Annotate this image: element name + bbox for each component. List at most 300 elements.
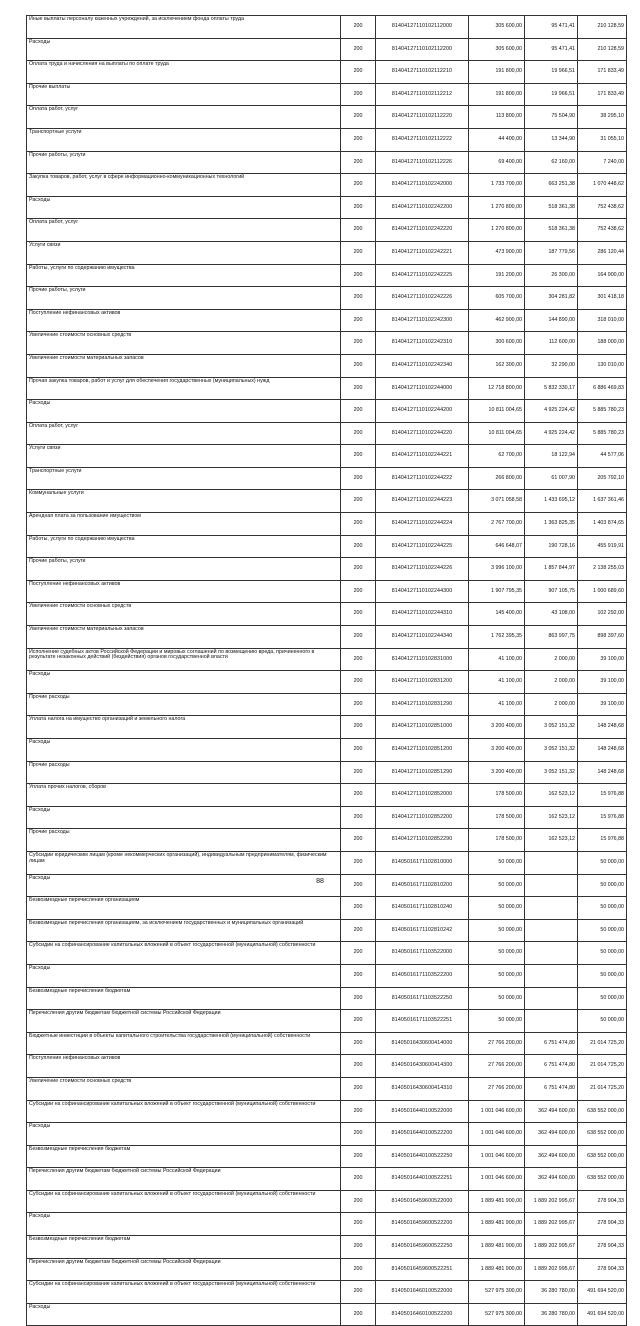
row-assigned-cell: 191 800,00 (469, 83, 525, 106)
table-row (27, 241, 627, 264)
row-name-cell: Прочие работы, услуги (27, 558, 341, 581)
row-executed-cell (525, 987, 578, 1010)
row-budget-code-cell: 81404127110102244200 (376, 400, 469, 423)
row-budget-code-cell: 81404127110102242226 (376, 287, 469, 310)
row-line-code-cell: 200 (341, 1123, 376, 1146)
row-unexecuted-cell: 638 552 000,00 (578, 1100, 627, 1123)
row-executed-cell: 162 523,12 (525, 806, 578, 829)
row-line-code-cell: 200 (341, 739, 376, 762)
row-line-code-cell: 200 (341, 16, 376, 39)
row-name-cell: Коммунальные услуги (27, 490, 341, 513)
row-assigned-cell: 266 800,00 (469, 467, 525, 490)
table-row (27, 1258, 627, 1281)
row-executed-cell (525, 851, 578, 874)
row-assigned-cell: 1 001 046 600,00 (469, 1123, 525, 1146)
row-line-code-cell: 200 (341, 1236, 376, 1259)
row-line-code-cell: 200 (341, 1055, 376, 1078)
row-name-cell: Прочие расходы (27, 761, 341, 784)
row-budget-code-cell: 81404127110102831290 (376, 693, 469, 716)
row-unexecuted-cell: 638 552 000,00 (578, 1123, 627, 1146)
row-executed-cell: 4 925 224,42 (525, 422, 578, 445)
row-name-cell: Субсидии на софинансирование капитальных вложений в объект государственной (муниципальной) собственности (27, 1281, 341, 1304)
table-row (27, 219, 627, 242)
row-assigned-cell: 462 900,00 (469, 309, 525, 332)
row-executed-cell: 36 280 780,00 (525, 1303, 578, 1326)
table-row (27, 739, 627, 762)
row-name-cell: Субсидии на софинансирование капитальных вложений в объект государственной (муниципальной) собственности (27, 1190, 341, 1213)
row-name-cell: Субсидии на софинансирование капитальных вложений в объект государственной (муниципальной) собственности (27, 942, 341, 965)
table-row (27, 671, 627, 694)
row-unexecuted-cell: 278 904,33 (578, 1236, 627, 1259)
row-unexecuted-cell: 50 000,00 (578, 919, 627, 942)
table-row (27, 1236, 627, 1259)
row-assigned-cell: 527 975 300,00 (469, 1303, 525, 1326)
row-line-code-cell: 200 (341, 829, 376, 852)
row-executed-cell: 144 890,00 (525, 309, 578, 332)
budget-execution-table (26, 15, 627, 1326)
row-budget-code-cell: 81404127110102242300 (376, 309, 469, 332)
row-name-cell: Расходы (27, 874, 341, 897)
row-line-code-cell: 200 (341, 106, 376, 129)
row-executed-cell: 362 494 600,00 (525, 1168, 578, 1191)
row-budget-code-cell: 81405016440100522200 (376, 1123, 469, 1146)
row-name-cell: Безвозмездные перечисления бюджетам (27, 1236, 341, 1259)
row-executed-cell: 1 363 825,35 (525, 513, 578, 536)
row-line-code-cell: 200 (341, 151, 376, 174)
row-name-cell: Субсидии юридическим лицам (кроме некоммерческих организаций), индивидуальным предпринимателям, физическим лицам (27, 851, 341, 874)
row-assigned-cell: 1 889 481 900,00 (469, 1258, 525, 1281)
row-assigned-cell: 1 733 700,00 (469, 174, 525, 197)
table-row (27, 490, 627, 513)
table-row (27, 829, 627, 852)
row-name-cell: Прочие выплаты (27, 83, 341, 106)
table-row (27, 264, 627, 287)
table-row (27, 603, 627, 626)
row-name-cell: Услуги связи (27, 241, 341, 264)
table-row (27, 128, 627, 151)
table-row (27, 1190, 627, 1213)
row-assigned-cell: 162 300,00 (469, 354, 525, 377)
row-assigned-cell: 1 907 795,35 (469, 580, 525, 603)
row-assigned-cell: 191 800,00 (469, 61, 525, 84)
row-name-cell: Увеличение стоимости основных средств (27, 332, 341, 355)
row-budget-code-cell: 81404127110102242200 (376, 196, 469, 219)
row-name-cell: Расходы (27, 806, 341, 829)
table-row (27, 580, 627, 603)
row-executed-cell: 6 751 474,80 (525, 1077, 578, 1100)
row-executed-cell: 1 889 202 995,67 (525, 1190, 578, 1213)
row-executed-cell: 32 290,00 (525, 354, 578, 377)
row-name-cell: Расходы (27, 196, 341, 219)
row-line-code-cell: 200 (341, 1258, 376, 1281)
row-name-cell: Транспортные услуги (27, 467, 341, 490)
row-unexecuted-cell: 205 792,10 (578, 467, 627, 490)
row-budget-code-cell: 81404127110102852000 (376, 784, 469, 807)
row-name-cell: Прочая закупка товаров, работ и услуг для обеспечения государственных (муниципальных) нужд (27, 377, 341, 400)
row-budget-code-cell: 81405016171102810000 (376, 851, 469, 874)
row-assigned-cell: 69 400,00 (469, 151, 525, 174)
table-row (27, 1123, 627, 1146)
row-name-cell: Работы, услуги по содержанию имущества (27, 264, 341, 287)
row-line-code-cell: 200 (341, 761, 376, 784)
row-assigned-cell: 50 000,00 (469, 964, 525, 987)
row-assigned-cell: 1 889 481 900,00 (469, 1190, 525, 1213)
row-assigned-cell: 305 600,00 (469, 16, 525, 39)
table-row (27, 196, 627, 219)
row-line-code-cell: 200 (341, 671, 376, 694)
row-executed-cell: 3 052 151,32 (525, 739, 578, 762)
row-line-code-cell: 200 (341, 38, 376, 61)
row-name-cell: Увеличение стоимости материальных запасов (27, 626, 341, 649)
row-name-cell: Прочие расходы (27, 829, 341, 852)
row-line-code-cell: 200 (341, 264, 376, 287)
row-line-code-cell: 200 (341, 784, 376, 807)
row-executed-cell: 1 889 202 995,67 (525, 1258, 578, 1281)
row-assigned-cell: 50 000,00 (469, 919, 525, 942)
row-executed-cell (525, 964, 578, 987)
table-row (27, 83, 627, 106)
budget-table-sheet (26, 15, 626, 1317)
row-executed-cell: 19 966,51 (525, 83, 578, 106)
row-assigned-cell: 12 718 800,00 (469, 377, 525, 400)
row-assigned-cell: 2 767 700,00 (469, 513, 525, 536)
row-assigned-cell: 27 766 200,00 (469, 1055, 525, 1078)
row-assigned-cell: 41 100,00 (469, 671, 525, 694)
row-unexecuted-cell: 278 904,33 (578, 1213, 627, 1236)
row-unexecuted-cell: 638 552 000,00 (578, 1168, 627, 1191)
row-budget-code-cell: 81404127110102244340 (376, 626, 469, 649)
row-executed-cell: 663 251,38 (525, 174, 578, 197)
table-row (27, 467, 627, 490)
row-unexecuted-cell: 21 014 725,20 (578, 1055, 627, 1078)
row-unexecuted-cell: 39 100,00 (578, 648, 627, 671)
row-line-code-cell: 200 (341, 174, 376, 197)
row-assigned-cell: 3 071 058,58 (469, 490, 525, 513)
row-name-cell: Расходы (27, 739, 341, 762)
row-assigned-cell: 62 700,00 (469, 445, 525, 468)
row-executed-cell: 362 494 600,00 (525, 1123, 578, 1146)
row-name-cell: Исполнение судебных актов Российской Федерации и мировых соглашений по возмещению вреда, причиненного в результате незаконных действий (бездействия) органов государственной власти (27, 648, 341, 671)
table-row (27, 151, 627, 174)
row-name-cell: Уплата налога на имущество организаций и земельного налога (27, 716, 341, 739)
row-assigned-cell: 50 000,00 (469, 897, 525, 920)
row-assigned-cell: 3 200 400,00 (469, 761, 525, 784)
table-row (27, 309, 627, 332)
table-row (27, 1032, 627, 1055)
row-line-code-cell: 200 (341, 693, 376, 716)
row-budget-code-cell: 81404127110102244223 (376, 490, 469, 513)
table-row (27, 332, 627, 355)
row-executed-cell: 2 000,00 (525, 693, 578, 716)
row-unexecuted-cell: 278 904,33 (578, 1258, 627, 1281)
table-row (27, 761, 627, 784)
row-unexecuted-cell: 50 000,00 (578, 897, 627, 920)
row-executed-cell: 19 966,51 (525, 61, 578, 84)
row-budget-code-cell: 81405016171102810240 (376, 897, 469, 920)
row-line-code-cell: 200 (341, 603, 376, 626)
row-budget-code-cell: 81404127110102244226 (376, 558, 469, 581)
table-row (27, 106, 627, 129)
row-executed-cell: 36 280 780,00 (525, 1281, 578, 1304)
row-unexecuted-cell: 50 000,00 (578, 964, 627, 987)
row-line-code-cell: 200 (341, 422, 376, 445)
table-row (27, 648, 627, 671)
row-budget-code-cell: 81405016171103522251 (376, 1010, 469, 1033)
row-budget-code-cell: 81404127110102851290 (376, 761, 469, 784)
row-assigned-cell: 3 996 100,00 (469, 558, 525, 581)
row-budget-code-cell: 81404127110102242225 (376, 264, 469, 287)
row-unexecuted-cell: 898 397,60 (578, 626, 627, 649)
row-assigned-cell: 50 000,00 (469, 1010, 525, 1033)
row-executed-cell (525, 897, 578, 920)
row-assigned-cell: 178 500,00 (469, 784, 525, 807)
row-unexecuted-cell: 5 885 780,23 (578, 422, 627, 445)
row-unexecuted-cell: 455 919,91 (578, 535, 627, 558)
row-budget-code-cell: 81404127110102852290 (376, 829, 469, 852)
row-unexecuted-cell: 15 976,88 (578, 806, 627, 829)
row-assigned-cell: 1 889 481 900,00 (469, 1236, 525, 1259)
row-line-code-cell: 200 (341, 1213, 376, 1236)
row-unexecuted-cell: 1 637 361,46 (578, 490, 627, 513)
row-budget-code-cell: 81405016459600522251 (376, 1258, 469, 1281)
row-unexecuted-cell: 102 292,00 (578, 603, 627, 626)
row-budget-code-cell: 81405016430600414300 (376, 1055, 469, 1078)
row-assigned-cell: 605 700,00 (469, 287, 525, 310)
row-budget-code-cell: 81405016460100522000 (376, 1281, 469, 1304)
row-line-code-cell: 200 (341, 1077, 376, 1100)
table-row (27, 535, 627, 558)
table-row (27, 716, 627, 739)
row-assigned-cell: 1 001 046 600,00 (469, 1168, 525, 1191)
row-assigned-cell: 1 270 800,00 (469, 196, 525, 219)
row-executed-cell: 304 281,82 (525, 287, 578, 310)
row-line-code-cell: 200 (341, 806, 376, 829)
table-row (27, 38, 627, 61)
table-row (27, 16, 627, 39)
row-line-code-cell: 200 (341, 535, 376, 558)
row-line-code-cell: 200 (341, 648, 376, 671)
row-assigned-cell: 145 400,00 (469, 603, 525, 626)
row-name-cell: Безвозмездные перечисления организациям, за исключением государственных и муниципальных организаций (27, 919, 341, 942)
row-line-code-cell: 200 (341, 1190, 376, 1213)
row-executed-cell: 61 007,90 (525, 467, 578, 490)
row-assigned-cell: 27 766 200,00 (469, 1032, 525, 1055)
row-unexecuted-cell: 50 000,00 (578, 851, 627, 874)
table-row (27, 422, 627, 445)
row-budget-code-cell: 81404127110102242340 (376, 354, 469, 377)
row-budget-code-cell: 81404127110102244220 (376, 422, 469, 445)
row-name-cell: Транспортные услуги (27, 128, 341, 151)
row-assigned-cell: 300 600,00 (469, 332, 525, 355)
row-unexecuted-cell: 31 055,10 (578, 128, 627, 151)
table-row (27, 1010, 627, 1033)
row-executed-cell: 4 925 224,42 (525, 400, 578, 423)
row-budget-code-cell: 81404127110102112212 (376, 83, 469, 106)
row-unexecuted-cell: 210 128,59 (578, 38, 627, 61)
row-budget-code-cell: 81404127110102244300 (376, 580, 469, 603)
row-name-cell: Увеличение стоимости основных средств (27, 603, 341, 626)
row-executed-cell: 75 504,90 (525, 106, 578, 129)
row-unexecuted-cell: 164 900,00 (578, 264, 627, 287)
row-line-code-cell: 200 (341, 513, 376, 536)
row-unexecuted-cell: 278 904,33 (578, 1190, 627, 1213)
row-assigned-cell: 1 001 046 600,00 (469, 1145, 525, 1168)
row-assigned-cell: 527 975 300,00 (469, 1281, 525, 1304)
row-name-cell: Бюджетные инвестиции в объекты капитального строительства государственной (муниципальной) собственности (27, 1032, 341, 1055)
row-line-code-cell: 200 (341, 851, 376, 874)
row-unexecuted-cell: 38 295,10 (578, 106, 627, 129)
row-executed-cell: 362 494 600,00 (525, 1100, 578, 1123)
table-row (27, 942, 627, 965)
row-budget-code-cell: 81404127110102244225 (376, 535, 469, 558)
row-assigned-cell: 50 000,00 (469, 987, 525, 1010)
table-row (27, 400, 627, 423)
row-executed-cell (525, 942, 578, 965)
row-budget-code-cell: 81405016440100522000 (376, 1100, 469, 1123)
row-line-code-cell: 200 (341, 1168, 376, 1191)
row-budget-code-cell: 81404127110102851000 (376, 716, 469, 739)
row-assigned-cell: 41 100,00 (469, 693, 525, 716)
row-assigned-cell: 113 800,00 (469, 106, 525, 129)
row-name-cell: Работы, услуги по содержанию имущества (27, 535, 341, 558)
row-budget-code-cell: 81405016440100522251 (376, 1168, 469, 1191)
table-row (27, 287, 627, 310)
row-unexecuted-cell: 491 694 520,00 (578, 1281, 627, 1304)
row-budget-code-cell: 81405016459600522000 (376, 1190, 469, 1213)
row-line-code-cell: 200 (341, 1010, 376, 1033)
row-name-cell: Прочие работы, услуги (27, 151, 341, 174)
row-executed-cell: 518 361,38 (525, 219, 578, 242)
row-executed-cell: 162 523,12 (525, 784, 578, 807)
row-line-code-cell: 200 (341, 626, 376, 649)
table-row (27, 513, 627, 536)
row-line-code-cell: 200 (341, 377, 376, 400)
row-unexecuted-cell: 15 976,88 (578, 829, 627, 852)
row-unexecuted-cell: 50 000,00 (578, 874, 627, 897)
row-unexecuted-cell: 6 886 469,83 (578, 377, 627, 400)
row-budget-code-cell: 81404127110102112000 (376, 16, 469, 39)
row-budget-code-cell: 81404127110102831000 (376, 648, 469, 671)
row-budget-code-cell: 81404127110102851200 (376, 739, 469, 762)
row-unexecuted-cell: 148 248,68 (578, 739, 627, 762)
row-budget-code-cell: 81404127110102242220 (376, 219, 469, 242)
row-budget-code-cell: 81404127110102112222 (376, 128, 469, 151)
table-row (27, 445, 627, 468)
row-unexecuted-cell: 21 014 725,20 (578, 1032, 627, 1055)
row-line-code-cell: 200 (341, 219, 376, 242)
row-line-code-cell: 200 (341, 1303, 376, 1326)
row-line-code-cell: 200 (341, 332, 376, 355)
row-assigned-cell: 178 500,00 (469, 829, 525, 852)
row-unexecuted-cell: 50 000,00 (578, 987, 627, 1010)
row-name-cell: Расходы (27, 38, 341, 61)
row-budget-code-cell: 81404127110102112200 (376, 38, 469, 61)
row-unexecuted-cell: 1 000 689,60 (578, 580, 627, 603)
row-budget-code-cell: 81404127110102112210 (376, 61, 469, 84)
row-executed-cell: 1 889 202 995,67 (525, 1213, 578, 1236)
row-budget-code-cell: 81404127110102244310 (376, 603, 469, 626)
table-row (27, 693, 627, 716)
row-unexecuted-cell: 171 833,49 (578, 61, 627, 84)
row-executed-cell: 187 779,56 (525, 241, 578, 264)
row-name-cell: Прочие расходы (27, 693, 341, 716)
table-row (27, 1303, 627, 1326)
row-executed-cell: 190 728,16 (525, 535, 578, 558)
row-assigned-cell: 50 000,00 (469, 874, 525, 897)
row-budget-code-cell: 81404127110102244221 (376, 445, 469, 468)
row-unexecuted-cell: 148 248,68 (578, 716, 627, 739)
row-unexecuted-cell: 50 000,00 (578, 1010, 627, 1033)
table-row (27, 1145, 627, 1168)
row-unexecuted-cell: 1 070 448,62 (578, 174, 627, 197)
row-budget-code-cell: 81404127110102112220 (376, 106, 469, 129)
table-row (27, 964, 627, 987)
row-name-cell: Перечисления другим бюджетам бюджетной системы Российской Федерации (27, 1010, 341, 1033)
row-name-cell: Поступление нефинансовых активов (27, 1055, 341, 1078)
row-unexecuted-cell: 130 010,00 (578, 354, 627, 377)
row-name-cell: Увеличение стоимости основных средств (27, 1077, 341, 1100)
row-budget-code-cell: 81404127110102244224 (376, 513, 469, 536)
row-executed-cell: 43 108,00 (525, 603, 578, 626)
row-executed-cell: 13 344,90 (525, 128, 578, 151)
row-name-cell: Оплата работ, услуг (27, 219, 341, 242)
row-executed-cell: 863 997,75 (525, 626, 578, 649)
row-executed-cell: 362 494 600,00 (525, 1145, 578, 1168)
row-name-cell: Прочие работы, услуги (27, 287, 341, 310)
row-line-code-cell: 200 (341, 1281, 376, 1304)
row-line-code-cell: 200 (341, 354, 376, 377)
row-budget-code-cell: 81405016459600522200 (376, 1213, 469, 1236)
row-line-code-cell: 200 (341, 83, 376, 106)
row-executed-cell: 1 433 695,12 (525, 490, 578, 513)
row-line-code-cell: 200 (341, 241, 376, 264)
table-row (27, 1077, 627, 1100)
row-executed-cell: 3 052 151,32 (525, 716, 578, 739)
row-assigned-cell: 1 001 046 600,00 (469, 1100, 525, 1123)
row-executed-cell: 62 160,00 (525, 151, 578, 174)
row-budget-code-cell: 81404127110102242000 (376, 174, 469, 197)
row-executed-cell: 2 000,00 (525, 648, 578, 671)
row-budget-code-cell: 81404127110102852200 (376, 806, 469, 829)
row-budget-code-cell: 81404127110102242310 (376, 332, 469, 355)
row-unexecuted-cell: 210 128,59 (578, 16, 627, 39)
row-name-cell: Увеличение стоимости материальных запасов (27, 354, 341, 377)
row-unexecuted-cell: 148 248,68 (578, 761, 627, 784)
row-unexecuted-cell: 7 240,00 (578, 151, 627, 174)
row-executed-cell: 2 000,00 (525, 671, 578, 694)
row-assigned-cell: 1 762 395,35 (469, 626, 525, 649)
row-assigned-cell: 3 200 400,00 (469, 739, 525, 762)
row-name-cell: Уплата прочих налогов, сборов (27, 784, 341, 807)
row-budget-code-cell: 81405016171102810200 (376, 874, 469, 897)
row-line-code-cell: 200 (341, 467, 376, 490)
table-row (27, 806, 627, 829)
row-unexecuted-cell: 2 138 255,03 (578, 558, 627, 581)
row-unexecuted-cell: 638 552 000,00 (578, 1145, 627, 1168)
row-budget-code-cell: 81405016171103522250 (376, 987, 469, 1010)
table-row (27, 784, 627, 807)
row-unexecuted-cell: 5 885 780,23 (578, 400, 627, 423)
row-assigned-cell: 44 400,00 (469, 128, 525, 151)
row-line-code-cell: 200 (341, 1145, 376, 1168)
row-name-cell: Иные выплаты персоналу казенных учреждений, за исключением фонда оплаты труда (27, 16, 341, 39)
row-executed-cell: 95 471,41 (525, 38, 578, 61)
row-line-code-cell: 200 (341, 874, 376, 897)
row-executed-cell: 6 751 474,80 (525, 1032, 578, 1055)
row-unexecuted-cell: 39 100,00 (578, 671, 627, 694)
row-assigned-cell: 50 000,00 (469, 942, 525, 965)
row-executed-cell: 907 105,75 (525, 580, 578, 603)
